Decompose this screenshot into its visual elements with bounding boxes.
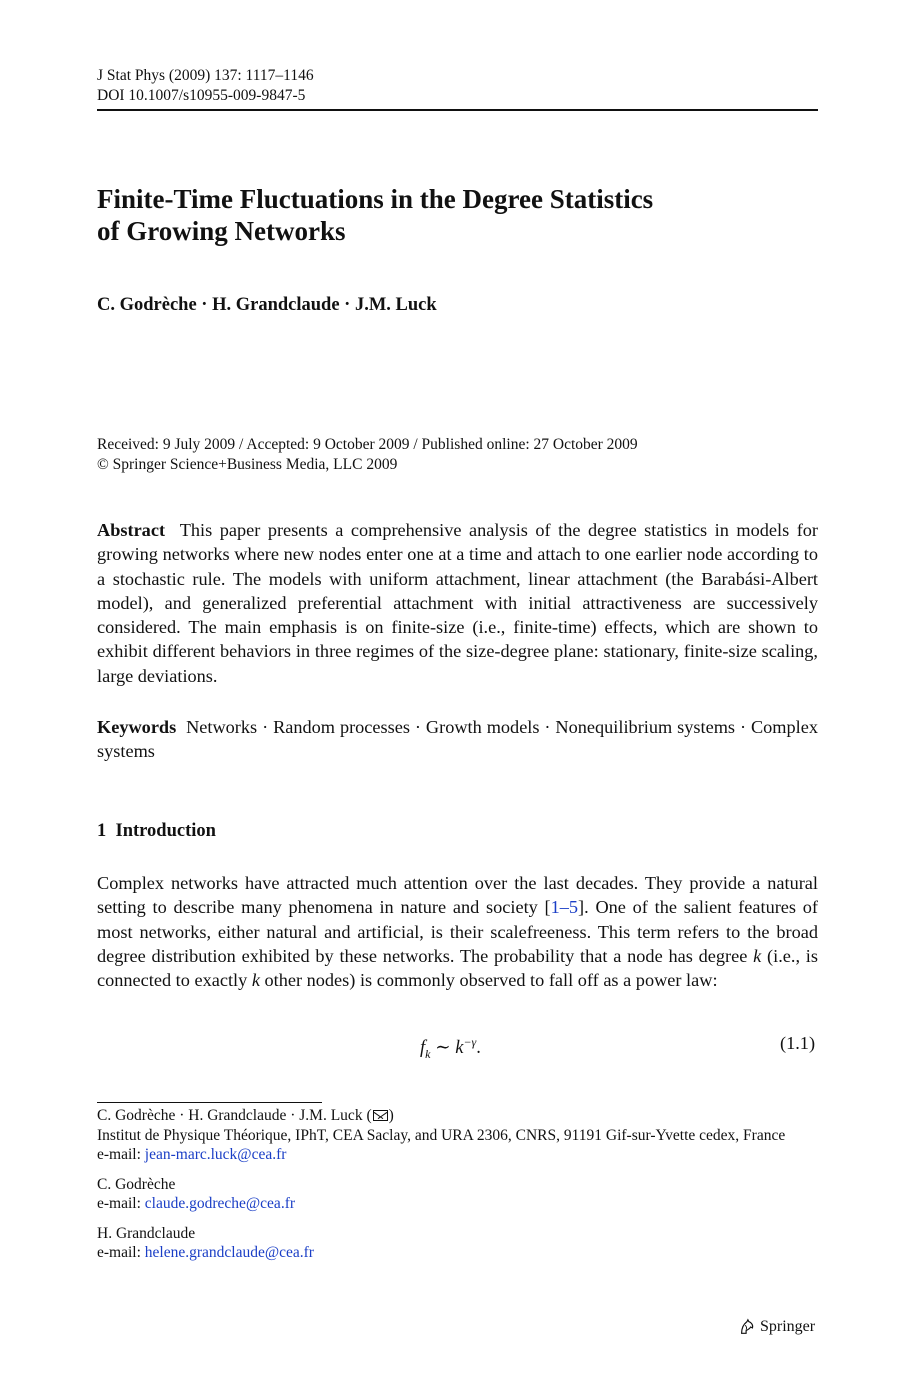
eq-relation: ∼ k — [430, 1038, 464, 1059]
abstract-label: Abstract — [97, 520, 166, 540]
keywords-text: Networks · Random processes · Growth models · Nonequilibrium systems · Complex systems — [97, 717, 818, 762]
eq-period: . — [476, 1038, 481, 1059]
citation-link-1-5[interactable]: 1–5 — [550, 897, 579, 918]
math-k: k — [251, 970, 260, 991]
email-line-grandclaude — [97, 1243, 818, 1263]
publication-history — [97, 435, 638, 474]
envelope-icon — [373, 1110, 388, 1121]
email-link-luck[interactable]: jean-marc.luck@cea.fr — [144, 1146, 287, 1163]
equation-number: (1.1) — [780, 1033, 816, 1053]
email-line-luck — [97, 1145, 818, 1165]
history-dates: Received: 9 July 2009 / Accepted: 9 October 2009 / Published online: 27 October 2009 — [97, 436, 638, 453]
email-link-godreche[interactable]: claude.godreche@cea.fr — [144, 1195, 296, 1212]
email-label: e-mail: — [97, 1146, 145, 1163]
math-k: k — [753, 945, 762, 966]
abstract-text: This paper presents a comprehensive analysis of the degree statistics in models for growing networks where new nodes enter one at a time and attach to one earlier node according to a stochastic rule. The models with uniform attachment, linear attachment (the Barabási-Albert model), and generalized preferential attachment with initial attractiveness are successively considered. The main emphasis is on finite-size (i.e., finite-time) effects, which are shown to exhibit different behaviors in three regimes of the size-degree plane: stationary, finite-size scaling, large deviations. — [97, 520, 819, 686]
abstract — [97, 518, 818, 688]
publisher-name: Springer — [760, 1318, 816, 1335]
keywords-label: Keywords — [97, 717, 177, 737]
author-name-grandclaude: H. Grandclaude — [97, 1224, 196, 1242]
footnote-authors-text: C. Godrèche · H. Grandclaude · J.M. Luck ( — [97, 1107, 372, 1124]
footnote-grandclaude — [97, 1224, 818, 1263]
keywords — [97, 715, 818, 764]
footnote-corresponding — [97, 1106, 818, 1165]
header-rule — [97, 109, 818, 111]
equation-1-1 — [420, 1029, 481, 1067]
copyright-notice: © Springer Science+Business Media, LLC 2009 — [97, 455, 398, 473]
publisher-logo — [738, 1317, 815, 1337]
eq-exponent: −γ — [463, 1035, 477, 1049]
title-line-2: of Growing Networks — [97, 216, 346, 246]
author-footnotes — [97, 1106, 818, 1273]
email-label: e-mail: — [97, 1195, 145, 1212]
footnote-rule — [97, 1102, 322, 1103]
introduction-paragraph — [97, 871, 818, 992]
intro-text-3: (i.e., is connected to exactly — [97, 945, 819, 991]
section-heading-introduction: 1 Introduction — [97, 821, 216, 841]
footnote-authors-close: ) — [388, 1107, 394, 1124]
intro-text-4: other nodes) is commonly observed to fall off as a power law: — [259, 970, 718, 991]
title-line-1: Finite-Time Fluctuations in the Degree Statistics — [97, 184, 654, 214]
springer-horse-icon — [738, 1318, 756, 1336]
journal-doi: DOI 10.1007/s10955-009-9847-5 — [97, 86, 306, 104]
affiliation: Institut de Physique Théorique, IPhT, CEA Saclay, and URA 2306, CNRS, 91191 Gif-sur-Yvette cedex, France — [97, 1126, 786, 1144]
author-name-godreche: C. Godrèche — [97, 1175, 176, 1193]
footnote-authors — [97, 1106, 818, 1126]
author-list: C. Godrèche · H. Grandclaude · J.M. Luck — [97, 295, 437, 315]
paper-title — [97, 183, 797, 247]
journal-header — [97, 66, 314, 105]
eq-f: f — [420, 1038, 426, 1059]
eq-subscript: k — [425, 1046, 431, 1061]
footnote-godreche — [97, 1175, 818, 1214]
email-link-grandclaude[interactable]: helene.grandclaude@cea.fr — [144, 1244, 314, 1261]
journal-citation: J Stat Phys (2009) 137: 1117–1146 — [97, 67, 314, 84]
intro-text-2: ]. One of the salient features of most networks, either natural and artificial, is their scalefreeness. This term refers to the broad degree distribution exhibited by these networks. The probability that a node has degree — [97, 897, 818, 966]
email-label: e-mail: — [97, 1244, 145, 1261]
intro-text-1: Complex networks have attracted much attention over the last decades. They provide a natural setting to describe many phenomena in nature and society [ — [97, 873, 818, 918]
email-line-godreche — [97, 1194, 818, 1214]
